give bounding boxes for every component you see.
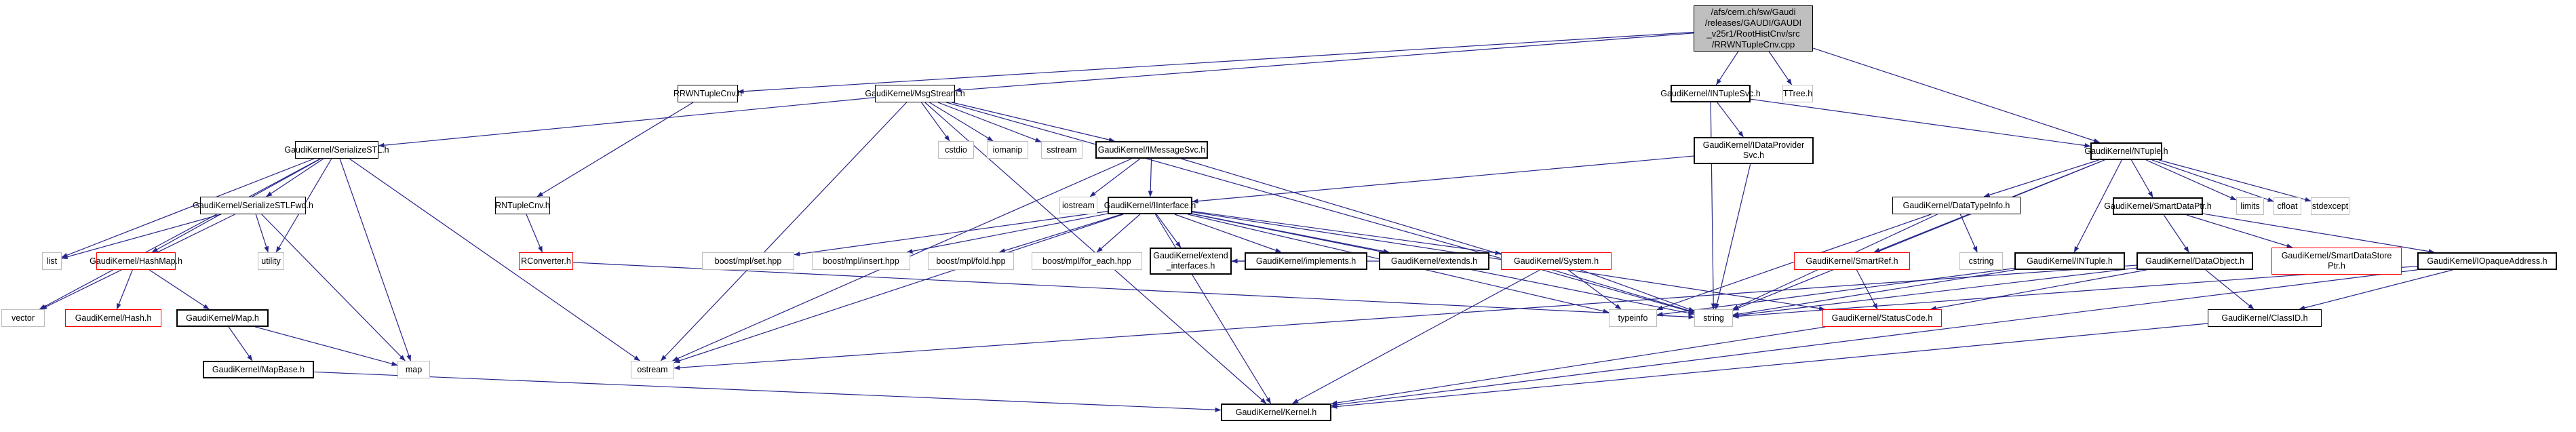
graph-node-label: ostream <box>637 364 668 374</box>
graph-node-label: GaudiKernel/extends.h <box>1390 256 1478 266</box>
graph-node-label: cstdio <box>945 144 967 155</box>
include-edge-system-to-kernel <box>1293 270 1540 404</box>
graph-node-label: GaudiKernel/extend <box>1153 251 1228 260</box>
include-edge-ntuple-to-cfloat <box>2152 160 2273 201</box>
graph-node-boost_set <box>702 252 794 270</box>
graph-node-extend_interfaces[interactable] <box>1150 248 1232 275</box>
graph-node-label: GaudiKernel/SerializeSTL.h <box>284 144 389 155</box>
graph-node-iopaqueaddress[interactable] <box>2417 252 2557 270</box>
graph-node-label: RNTupleCnv.h <box>495 200 550 210</box>
graph-node-label: GaudiKernel/SmartRef.h <box>1806 256 1898 266</box>
graph-node-label: GaudiKernel/MsgStream.h <box>865 88 965 98</box>
include-edge-datatypeinfo-to-cstring <box>1960 214 1977 252</box>
include-edge-iopaqueaddress-to-classid <box>2299 270 2453 309</box>
graph-node-datatypeinfo[interactable] <box>1892 197 2021 214</box>
graph-node-ostream <box>631 361 674 378</box>
graph-node-iomanip <box>987 141 1028 159</box>
graph-node-label: vector <box>11 313 35 323</box>
graph-node-hash[interactable] <box>65 309 161 327</box>
graph-node-cstring <box>1959 252 2003 270</box>
include-edge-iinterface-to-ostream <box>674 214 1123 362</box>
include-edge-map_h-to-mapbase <box>229 327 252 361</box>
graph-node-label: cfloat <box>2277 201 2298 211</box>
include-edge-dataobject-to-statuscode <box>1930 270 2146 309</box>
graph-node-typeinfo <box>1609 309 1657 327</box>
graph-node-map_h[interactable] <box>176 309 269 327</box>
include-edge-msgstream-to-ostream <box>661 102 906 361</box>
include-edge-ntuple-to-smartdataptr <box>2131 160 2153 197</box>
graph-node-statuscode[interactable] <box>1822 309 1942 327</box>
include-edge-rntuplecnv-to-rconverter <box>526 214 543 252</box>
graph-node-label: RRWNTupleCnv.h <box>673 88 743 98</box>
graph-node-label: GaudiKernel/IMessageSvc.h <box>1097 144 1206 155</box>
graph-node-label: /releases/GAUDI/GAUDI <box>1704 18 1802 28</box>
graph-node-label: list <box>46 256 58 266</box>
graph-node-label: GaudiKernel/IDataProvider <box>1702 140 1805 150</box>
graph-node-iinterface[interactable] <box>1104 197 1196 214</box>
graph-node-ntuple[interactable] <box>2084 142 2168 160</box>
graph-node-boost_foreach <box>1032 252 1142 270</box>
graph-node-label: sstream <box>1047 144 1077 155</box>
include-edge-intuplesvc-to-string <box>1711 102 1713 309</box>
include-edge-smartdataptr-to-iopaqueaddress <box>2203 214 2434 252</box>
graph-node-root[interactable] <box>1694 5 1813 52</box>
graph-node-label: iomanip <box>992 144 1023 155</box>
graph-node-boost_fold <box>928 252 1014 270</box>
graph-node-label: /RRWNTupleCnv.cpp <box>1711 39 1795 50</box>
include-edge-root-to-msgstream <box>955 33 1694 91</box>
graph-node-rconverter[interactable] <box>519 252 573 270</box>
graph-node-intuple_h[interactable] <box>2014 252 2125 270</box>
include-edge-imessagesvc-to-iinterface <box>1150 159 1152 197</box>
graph-node-label: Svc.h <box>1742 151 1765 160</box>
graph-node-string <box>1694 309 1733 327</box>
graph-node-label: GaudiKernel/MapBase.h <box>212 364 305 374</box>
include-edge-root-to-ntuple <box>1813 48 2099 142</box>
include-edge-smartdataptr-to-dataobject <box>2164 215 2189 252</box>
graph-node-label: TTree.h <box>1782 88 1813 98</box>
graph-node-idataprovidersvc[interactable] <box>1694 137 1814 164</box>
include-edge-msgstream-to-iomanip <box>929 102 993 141</box>
graph-node-label: GaudiKernel/INTupleSvc.h <box>1660 88 1761 98</box>
include-edge-idataprovidersvc-to-iinterface <box>1192 156 1694 201</box>
graph-node-imessagesvc[interactable] <box>1095 141 1208 159</box>
graph-node-label: iostream <box>1062 200 1095 210</box>
include-edge-serializestl-to-ostream <box>349 159 640 361</box>
graph-node-label: typeinfo <box>1618 313 1648 323</box>
graph-node-limits <box>2236 197 2264 215</box>
include-edge-root-to-ttree <box>1769 52 1791 85</box>
include-edge-serializestlfwd-to-utility <box>256 214 268 252</box>
graph-node-boost_insert <box>812 252 910 270</box>
graph-node-classid[interactable] <box>2208 309 2322 327</box>
graph-node-cstdio <box>938 141 974 159</box>
graph-node-intuplesvc[interactable] <box>1660 85 1761 102</box>
include-edge-msgstream-to-string <box>946 102 1694 313</box>
include-edge-intuplesvc-to-idataprovidersvc <box>1717 102 1744 137</box>
include-edge-hashmap-to-map_h <box>149 270 209 309</box>
include-edge-iinterface-to-implements <box>1175 214 1281 252</box>
include-edge-serializestl-to-vector <box>39 159 320 309</box>
include-edge-iinterface-to-extend_interfaces <box>1156 214 1181 248</box>
graph-node-label: limits <box>2240 201 2260 211</box>
include-edge-msgstream-to-cstdio <box>921 102 950 141</box>
include-edge-rconverter-to-string <box>573 262 1694 317</box>
graph-node-label: GaudiKernel/IOpaqueAddress.h <box>2427 256 2548 266</box>
include-edge-serializestlfwd-to-map <box>262 214 406 361</box>
graph-node-label: utility <box>261 256 281 266</box>
include-edge-statuscode-to-kernel <box>1331 327 1825 404</box>
include-edge-msgstream-to-sstream <box>938 102 1041 142</box>
include-edge-iopaqueaddress-to-kernel <box>1331 270 2417 406</box>
include-edge-classid-to-kernel <box>1331 323 2208 407</box>
graph-node-map <box>397 361 430 378</box>
include-edge-ntuple-to-stdexcept <box>2159 160 2311 201</box>
graph-node-serializestlfwd[interactable] <box>193 197 313 214</box>
graph-node-label: GaudiKernel/SmartDataPtr.h <box>2104 201 2212 211</box>
graph-node-label: GaudiKernel/DataObject.h <box>2145 256 2244 266</box>
graph-node-utility <box>258 252 284 270</box>
graph-node-label: GaudiKernel/Map.h <box>186 313 259 323</box>
graph-node-label: GaudiKernel/SerializeSTLFwd.h <box>193 200 313 210</box>
graph-node-hashmap[interactable] <box>90 252 182 270</box>
graph-node-list <box>42 252 62 270</box>
graph-node-sstream <box>1041 141 1082 159</box>
graph-node-label: boost/mpl/insert.hpp <box>823 256 899 266</box>
include-edge-mapbase-to-kernel <box>314 372 1221 410</box>
include-edge-root-to-rrwntuplecnv_h <box>738 32 1694 92</box>
graph-node-ttree <box>1782 85 1813 102</box>
graph-node-rrwntuplecnv_h[interactable] <box>673 85 743 102</box>
graph-node-system[interactable] <box>1501 252 1612 270</box>
include-edge-root-to-intuplesvc <box>1717 52 1738 85</box>
graph-node-label: RConverter.h <box>521 256 571 266</box>
graph-node-msgstream[interactable] <box>865 85 965 102</box>
include-edge-msgstream-to-imessagesvc <box>952 102 1115 141</box>
graph-node-label: stdexcept <box>2311 201 2349 211</box>
graph-node-smartref[interactable] <box>1794 252 1910 270</box>
graph-node-dataobject[interactable] <box>2136 252 2253 270</box>
graph-node-smartdatastoreptr[interactable] <box>2271 248 2402 275</box>
graph-node-implements[interactable] <box>1245 252 1367 270</box>
include-edge-hashmap-to-hash <box>117 270 132 309</box>
include-edge-dataobject-to-classid <box>2206 270 2254 309</box>
graph-node-label: boost/mpl/set.hpp <box>714 256 782 266</box>
include-edge-iinterface-to-system <box>1192 212 1501 254</box>
graph-node-label: _interfaces.h <box>1166 261 1215 271</box>
graph-node-extends[interactable] <box>1379 252 1489 270</box>
graph-node-label: GaudiKernel/Hash.h <box>75 313 152 323</box>
graph-node-kernel[interactable] <box>1221 404 1331 421</box>
include-edge-ntuple-to-datatypeinfo <box>1984 160 2099 197</box>
graph-node-label: Ptr.h <box>2328 261 2345 271</box>
include-edge-iinterface-to-boost_insert <box>907 214 1108 252</box>
graph-node-label: boost/mpl/fold.hpp <box>936 256 1006 266</box>
include-edge-serializestl-to-serializestlfwd <box>267 159 324 197</box>
graph-node-label: GaudiKernel/ClassID.h <box>2221 313 2308 323</box>
graph-node-iostream <box>1059 197 1097 214</box>
graph-node-label: boost/mpl/for_each.hpp <box>1042 256 1131 266</box>
include-edge-map_h-to-map <box>255 327 397 366</box>
graph-node-label: string <box>1703 313 1724 323</box>
include-edge-rrwntuplecnv_h-to-rntuplecnv <box>537 102 693 197</box>
graph-node-label: GaudiKernel/System.h <box>1513 256 1599 266</box>
include-edge-imessagesvc-to-iostream <box>1090 159 1140 197</box>
graph-node-label: GaudiKernel/Kernel.h <box>1235 407 1317 417</box>
graph-node-label: GaudiKernel/INTuple.h <box>2027 256 2113 266</box>
graph-node-label: map <box>405 364 423 374</box>
graph-node-label: cstring <box>1968 256 1994 266</box>
graph-node-label: GaudiKernel/StatusCode.h <box>1831 313 1933 323</box>
graph-node-label: GaudiKernel/IInterface.h <box>1104 200 1196 210</box>
include-edge-ntuple-to-limits <box>2146 160 2236 200</box>
graph-node-label: GaudiKernel/SmartDataStore <box>2281 251 2392 260</box>
graph-node-label: GaudiKernel/NTuple.h <box>2084 146 2168 156</box>
graph-node-mapbase[interactable] <box>203 361 314 378</box>
graph-node-label: GaudiKernel/DataTypeInfo.h <box>1902 200 2010 210</box>
graph-node-smartdataptr[interactable] <box>2104 197 2212 215</box>
graph-node-cfloat <box>2273 197 2301 215</box>
graph-node-label: _v25r1/RootHistCnv/src <box>1706 28 1800 39</box>
include-edge-smartref-to-statuscode <box>1856 270 1877 309</box>
include-edge-msgstream-to-serializestl <box>378 98 875 146</box>
include-edge-system-to-string <box>1580 270 1694 311</box>
graph-node-rntuplecnv[interactable] <box>495 197 550 214</box>
graph-node-vector <box>1 309 45 327</box>
graph-node-serializestl[interactable] <box>284 141 389 159</box>
graph-node-label: /afs/cern.ch/sw/Gaudi <box>1711 7 1796 17</box>
include-edge-imessagesvc-to-string <box>1181 159 1694 312</box>
graph-node-label: GaudiKernel/implements.h <box>1255 256 1357 266</box>
graph-node-stdexcept <box>2311 197 2349 215</box>
graph-node-label: GaudiKernel/HashMap.h <box>90 256 182 266</box>
